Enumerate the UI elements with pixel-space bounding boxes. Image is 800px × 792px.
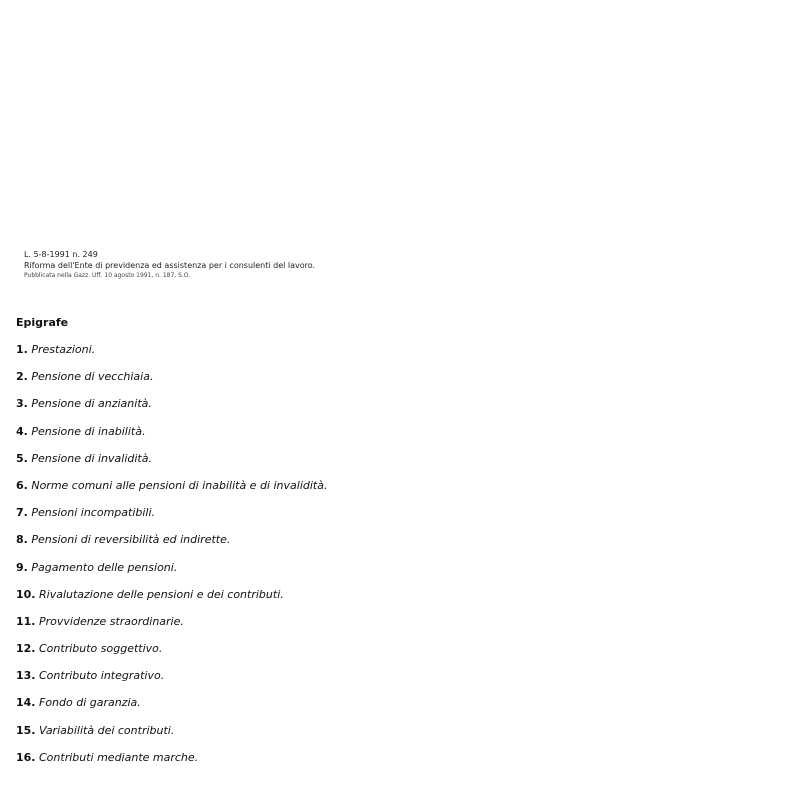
article-link[interactable]: Rivalutazione delle pensioni e dei contributi. — [39, 587, 284, 601]
article-link[interactable]: Contributi mediante marche. — [39, 750, 199, 764]
list-item — [16, 343, 327, 370]
epigrafe-link[interactable]: Epigrafe — [16, 316, 69, 329]
article-link[interactable]: Provvidenze straordinarie. — [39, 614, 184, 628]
article-number: 16. — [16, 750, 36, 764]
article-number: 8. — [16, 533, 28, 547]
article-number: 6. — [16, 478, 28, 492]
article-link[interactable]: Pensioni incompatibili. — [31, 506, 156, 520]
list-item — [16, 751, 327, 778]
list-item — [16, 696, 327, 723]
article-number: 2. — [16, 370, 28, 384]
document-header — [24, 251, 444, 281]
list-item — [16, 452, 327, 479]
article-link[interactable]: Pensione di vecchiaia. — [31, 370, 154, 384]
article-number: 7. — [16, 506, 28, 520]
article-number: 4. — [16, 424, 28, 438]
article-number: 11. — [16, 614, 36, 628]
list-item — [16, 425, 327, 452]
article-number: 12. — [16, 642, 36, 656]
article-link[interactable]: Pensioni di reversibilità ed indirette. — [31, 533, 231, 547]
article-number: 15. — [16, 723, 36, 737]
law-title: Riforma dell'Ente di previdenza ed assistenza per i consulenti del lavoro. — [24, 261, 316, 270]
article-link[interactable]: Contributo integrativo. — [39, 669, 165, 683]
article-link[interactable]: Prestazioni. — [31, 343, 96, 356]
publication-note: Pubblicata nella Gazz. Uff. 10 agosto 1991, n. 187, S.O. — [24, 272, 191, 279]
list-item — [16, 724, 327, 751]
article-number: 1. — [16, 343, 28, 356]
article-link[interactable]: Contributo soggettivo. — [39, 642, 163, 656]
list-item — [16, 479, 327, 506]
list-item — [16, 397, 327, 424]
list-item — [16, 615, 327, 642]
list-item — [16, 642, 327, 669]
article-link[interactable]: Pagamento delle pensioni. — [31, 560, 178, 574]
article-link[interactable]: Fondo di garanzia. — [39, 696, 141, 710]
list-item — [16, 588, 327, 615]
list-item — [16, 370, 327, 397]
article-link[interactable]: Pensione di inabilità. — [31, 424, 146, 438]
list-item — [16, 561, 327, 588]
article-number: 14. — [16, 696, 36, 710]
article-list — [16, 343, 327, 778]
article-number: 9. — [16, 560, 28, 574]
list-item — [16, 669, 327, 696]
law-reference: L. 5-8-1991 n. 249 — [24, 250, 98, 259]
list-item — [16, 533, 327, 560]
article-number: 10. — [16, 587, 36, 601]
article-number: 3. — [16, 397, 28, 411]
article-number: 13. — [16, 669, 36, 683]
article-number: 5. — [16, 451, 28, 465]
article-link[interactable]: Pensione di anzianità. — [31, 397, 152, 411]
article-link[interactable]: Pensione di invalidità. — [31, 451, 152, 465]
article-link[interactable]: Norme comuni alle pensioni di inabilità e di invalidità. — [31, 478, 328, 492]
list-item — [16, 506, 327, 533]
article-link[interactable]: Variabilità dei contributi. — [39, 723, 175, 737]
